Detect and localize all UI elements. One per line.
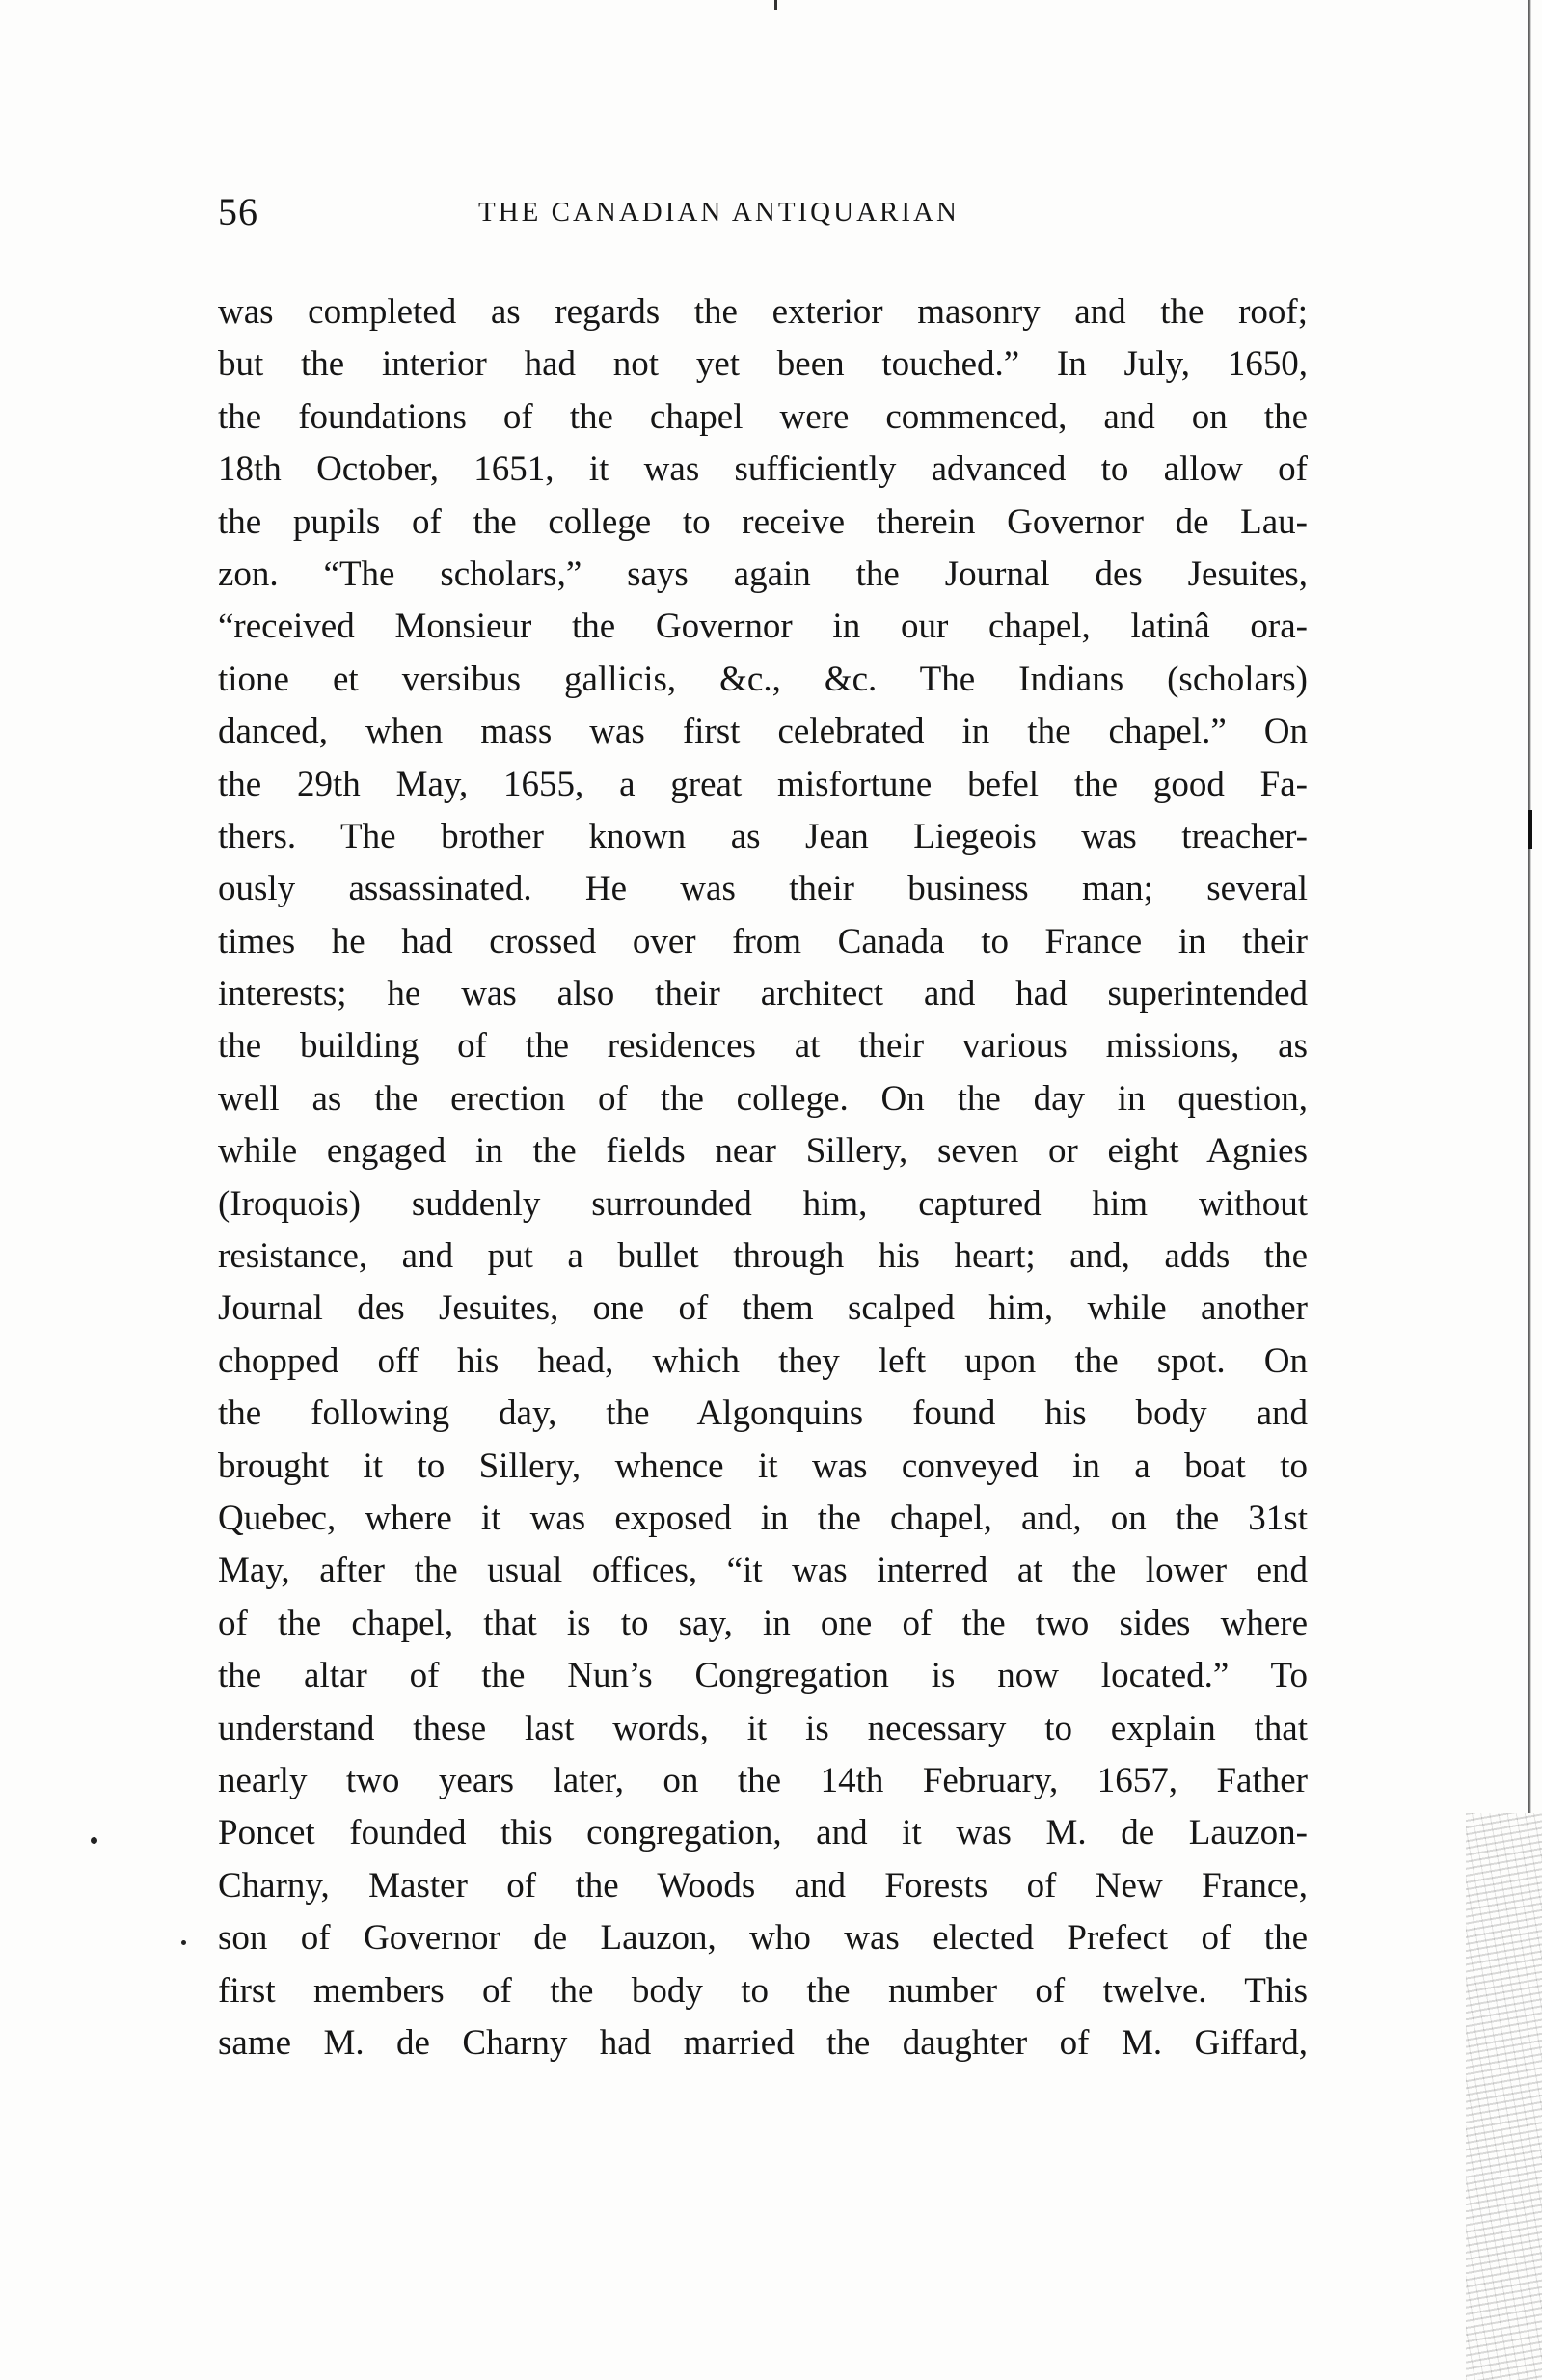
text-line: tione et versibus gallicis, &c., &c. The Indians (scholars) [218,659,1308,699]
text-line: of the chapel, that is to say, in one of the two sides where [218,1603,1308,1643]
text-line: the foundations of the chapel were commenced, and on the [218,396,1308,437]
page-edge-shadow [1528,0,1531,1813]
text-line: was completed as regards the exterior masonry and the roof; [218,292,1308,332]
stray-dot [91,1837,97,1844]
text-line: well as the erection of the college. On the day in question, [218,1078,1308,1119]
text-line: May, after the usual offices, “it was interred at the lower end [218,1551,1308,1591]
text-line: but the interior had not yet been touched.” In July, 1650, [218,344,1308,385]
text-line: (Iroquois) suddenly surrounded him, captured him without [218,1183,1308,1224]
text-line: zon. “The scholars,” says again the Journal des Jesuites, [218,554,1308,594]
text-line: “received Monsieur the Governor in our chapel, latinâ ora- [218,607,1308,647]
text-line: the following day, the Algonquins found his body and [218,1393,1308,1434]
text-line: Poncet founded this congregation, and it was M. de Lauzon- [218,1813,1308,1853]
text-line: Journal des Jesuites, one of them scalped him, while another [218,1288,1308,1329]
text-line: the 29th May, 1655, a great misfortune befel the good Fa- [218,764,1308,804]
text-line: son of Governor de Lauzon, who was elected Prefect of the [218,1918,1308,1959]
page-edge-noise [1466,1813,1542,2380]
page-header [218,189,1308,247]
text-line: understand these last words, it is necessary to explain that [218,1708,1308,1748]
text-line: first members of the body to the number of twelve. This [218,1970,1308,2011]
text-line: thers. The brother known as Jean Liegeois was treacher- [218,816,1308,856]
text-line: ously assassinated. He was their business man; several [218,869,1308,909]
text-line: chopped off his head, which they left upon the spot. On [218,1340,1308,1381]
text-line: resistance, and put a bullet through his heart; and, adds the [218,1236,1308,1277]
text-line: Quebec, where it was exposed in the chapel, and, on the 31st [218,1498,1308,1538]
text-line: 18th October, 1651, it was sufficiently advanced to allow of [218,449,1308,490]
text-line: danced, when mass was first celebrated in the chapel.” On [218,712,1308,752]
body-text [218,286,1308,2069]
text-line: the building of the residences at their various missions, as [218,1026,1308,1067]
text-line: Charny, Master of the Woods and Forests of New France, [218,1865,1308,1906]
running-head-title: THE CANADIAN ANTIQUARIAN [478,197,960,228]
text-line: times he had crossed over from Canada to France in their [218,921,1308,961]
text-line: same M. de Charny had married the daughter of M. Giffard, [218,2022,1308,2063]
text-line: the pupils of the college to receive therein Governor de Lau- [218,501,1308,542]
text-line: brought it to Sillery, whence it was conveyed in a boat to [218,1446,1308,1486]
scan-artifact-top-tick [774,0,777,10]
text-line: interests; he was also their architect and had superintended [218,974,1308,1014]
text-line: the altar of the Nun’s Congregation is now located.” To [218,1656,1308,1696]
page-number: 56 [218,190,258,233]
text-line: while engaged in the fields near Sillery, seven or eight Agnies [218,1131,1308,1172]
text-line: nearly two years later, on the 14th February, 1657, Father [218,1760,1308,1800]
stray-dot [181,1940,186,1945]
margin-mark [1528,810,1532,849]
